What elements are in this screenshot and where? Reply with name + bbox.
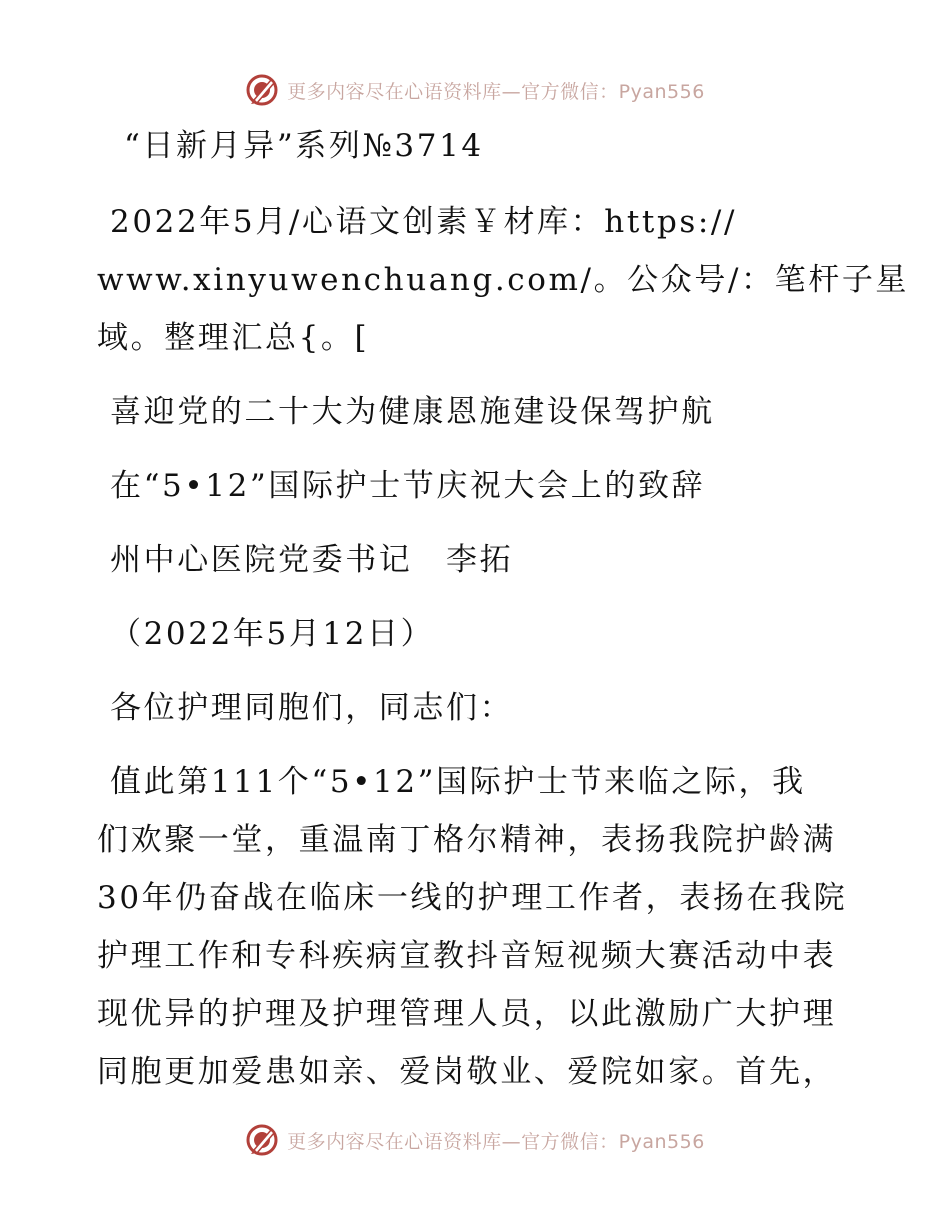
- body-line-3: 30年仍奋战在临床一线的护理工作者，表扬在我院: [97, 880, 848, 916]
- watermark-banner-bottom: [0, 1120, 950, 1160]
- title-line-1: 喜迎党的二十大为健康恩施建设保驾护航: [110, 394, 715, 430]
- salutation-line: 各位护理同胞们，同志们：: [110, 690, 514, 726]
- source-line-3: 域。整理汇总{。[: [97, 320, 370, 356]
- watermark-text: 更多内容尽在心语资料库—官方微信：Pyan556: [287, 80, 705, 103]
- watermark-text: 更多内容尽在心语资料库—官方微信：Pyan556: [287, 1130, 705, 1153]
- body-line-2: 们欢聚一堂，重温南丁格尔精神，表扬我院护龄满: [97, 822, 837, 858]
- title-line-2: 在“5•12”国际护士节庆祝大会上的致辞: [110, 468, 706, 504]
- red-seal-pen-icon: [245, 1123, 279, 1157]
- author-line: 州中心医院党委书记 李拓: [110, 542, 514, 578]
- date-line: （2022年5月12日）: [110, 616, 435, 652]
- body-line-1: 值此第111个“5•12”国际护士节来临之际，我: [110, 764, 806, 800]
- watermark-banner-top: [0, 70, 950, 110]
- body-line-5: 现优异的护理及护理管理人员，以此激励广大护理: [97, 996, 837, 1032]
- red-seal-pen-icon: [245, 73, 279, 107]
- source-line-1: 2022年5月/心语文创素￥材库：https://: [110, 204, 738, 240]
- body-line-4: 护理工作和专科疾病宣教抖音短视频大赛活动中表: [97, 938, 837, 974]
- source-line-2: www.xinyuwenchuang.com/。公众号/：笔杆子星: [97, 262, 910, 298]
- series-line: “日新月异”系列№3714: [124, 128, 484, 164]
- body-line-6: 同胞更加爱患如亲、爱岗敬业、爱院如家。首先，: [97, 1054, 837, 1090]
